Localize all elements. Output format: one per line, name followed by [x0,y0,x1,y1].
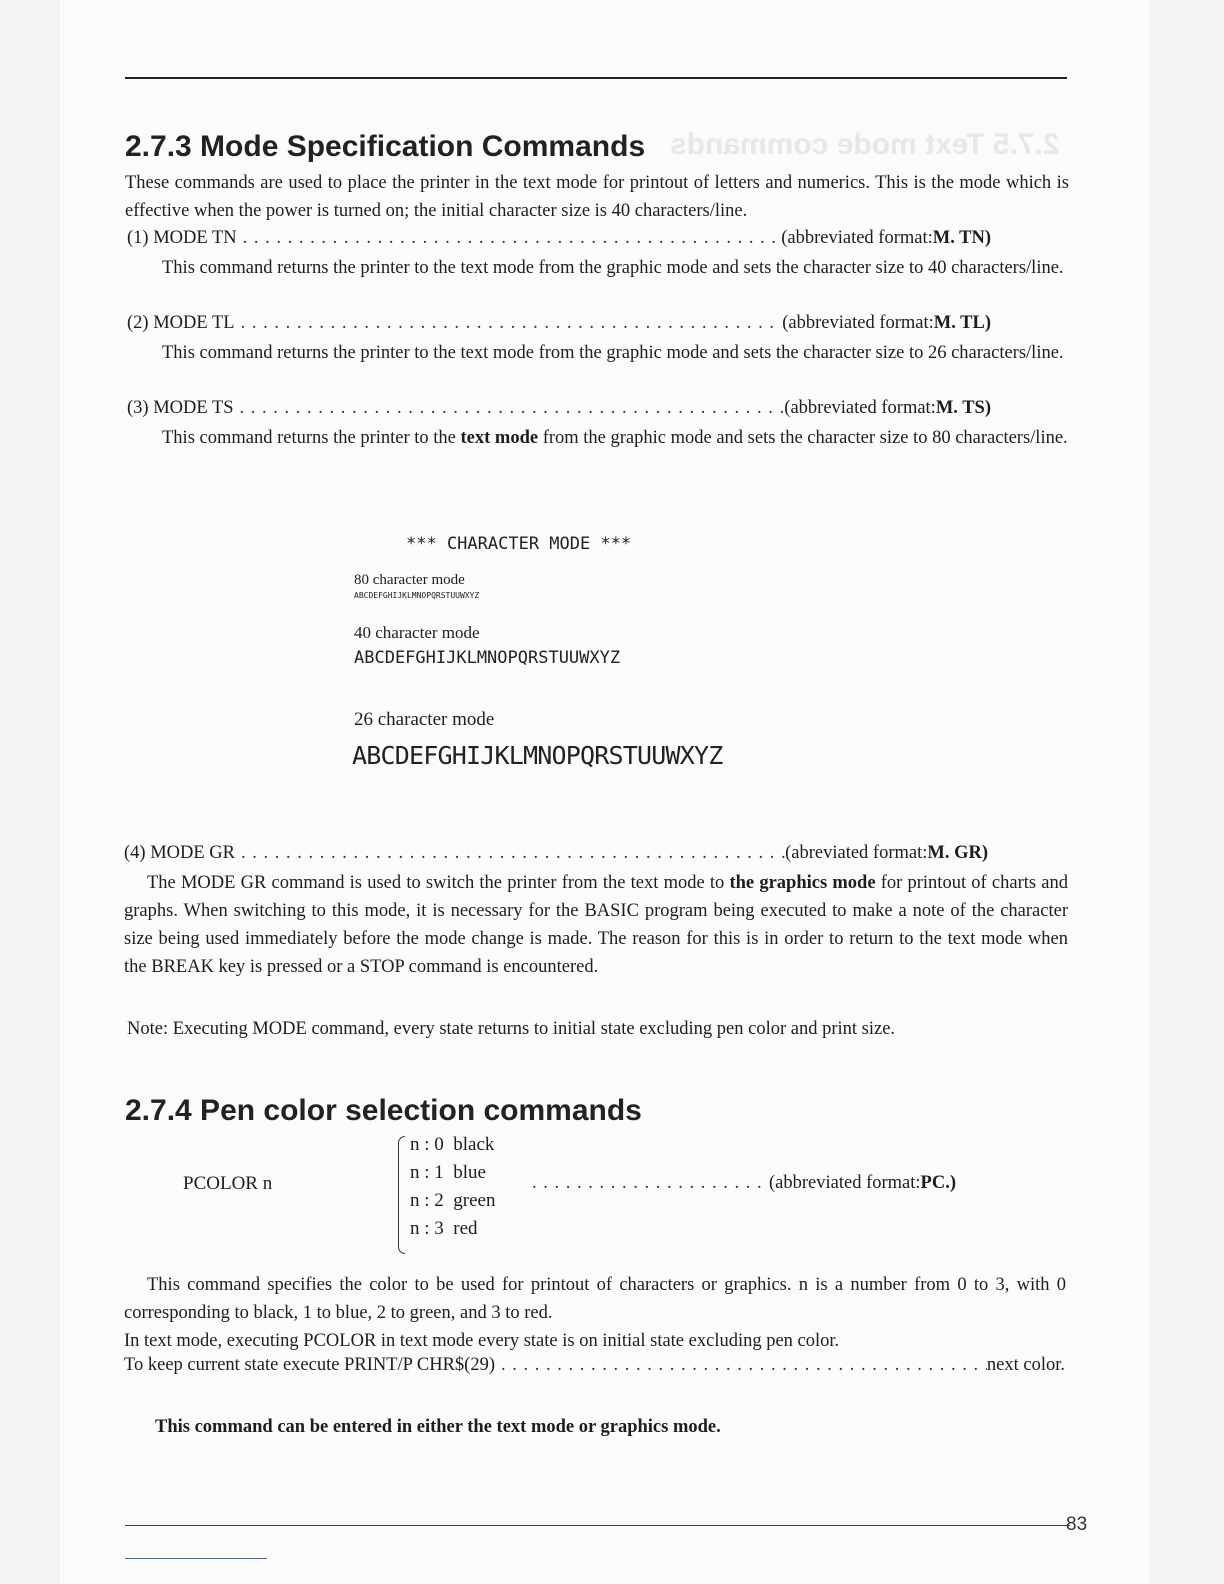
pcolor-text-mode-note: In text mode, executing PCOLOR in text mode every state is on initial state excluding pen color. [124,1331,840,1351]
mode-ts-desc-bold: text mode [460,428,539,448]
footer-rule [125,1525,1070,1526]
page-number: 83 [1066,1514,1088,1535]
mode-tn-format-prefix: (abbreviated format: [781,228,933,248]
mode-ts-desc-before: This command returns the printer to the [162,428,461,448]
mode-gr-line [124,843,988,864]
mode-tl-line [127,313,991,334]
mode-gr-label: (4) MODE GR [124,843,235,863]
option-n: n : 2 [410,1190,444,1211]
option-n: n : 0 [410,1134,444,1155]
mode80-sample: ABCDEFGHIJKLMNOPQRSTUUWXYZ [354,591,480,600]
mode-ts-description [162,424,1069,452]
option-row [410,1190,495,1212]
mode-ts-desc-after: from the graphic mode and sets the character size to 80 characters/line. [538,428,1068,448]
dot-leader [237,228,782,249]
dot-leader [495,1355,987,1376]
mode-tn-line [127,228,991,249]
section-274-title: 2.7.4 Pen color selection commands [125,1094,642,1127]
footer-link-underline [125,1558,267,1559]
mode-tn-label: (1) MODE TN [127,228,237,248]
section-273-intro: These commands are used to place the printer in the text mode for printout of letters and numerics. This is the mode which is effective when the power is turned on; the initial character size is 40 characters/line. [125,173,1069,221]
option-n: n : 3 [410,1218,444,1239]
dot-leader [235,843,785,864]
options-brace [398,1136,405,1254]
mode-tn-description: This command returns the printer to the text mode from the graphic mode and sets the character size to 40 characters/line. [162,258,1064,278]
pcolor-format-line [526,1173,956,1194]
mode-gr-desc-before: The MODE GR command is used to switch the printer from the text mode to [147,873,730,893]
mode-ts-line [127,398,991,419]
mode-note: Note: Executing MODE command, every state returns to initial state excluding pen color and print size. [127,1019,896,1039]
mode-tl-label: (2) MODE TL [127,313,235,333]
mode-tl-description: This command returns the printer to the text mode from the graphic mode and sets the character size to 26 characters/line. [162,343,1064,363]
sample-heading: *** CHARACTER MODE *** [406,534,632,554]
mode26-sample: ABCDEFGHIJKLMNOPQRSTUUWXYZ [352,741,723,770]
mode26-label: 26 character mode [354,709,495,730]
mode-ts-label: (3) MODE TS [127,398,234,418]
header-rule [125,77,1067,79]
mode-tn-format-abbrev: M. TN) [932,228,991,248]
option-row [410,1134,494,1156]
mode-ts-format-prefix: (abbreviated format: [784,398,936,418]
dot-leader [234,398,785,419]
option-color: black [453,1134,495,1155]
dot-leader [526,1173,769,1194]
option-row [410,1218,478,1240]
dot-leader [235,313,783,334]
keep-state-line [124,1355,1065,1376]
section-273-title: 2.7.3 Mode Specification Commands [125,130,646,163]
pcolor-command: PCOLOR n [183,1173,273,1194]
mode-tl-format-abbrev: M. TL) [933,313,991,333]
keep-state-result: next color. [986,1355,1065,1375]
pcolor-description: This command specifies the color to be used for printout of characters or graphics. n is a number from 0 to 3, with 0 corresponding to black, 1 to blue, 2 to green, and 3 to red. [124,1275,1066,1323]
option-color: blue [453,1162,486,1183]
mode-ts-format-abbrev: M. TS) [935,398,991,418]
pcolor-format-prefix: (abbreviated format: [769,1173,921,1193]
mode-gr-desc-bold: the graphics mode [729,873,876,893]
mode80-label: 80 character mode [354,572,465,588]
mode-gr-format-prefix: (abreviated format: [785,843,928,863]
keep-state-label: To keep current state execute PRINT/P CHR$(29) [124,1355,496,1375]
pcolor-bold-note: This command can be entered in either the text mode or graphics mode. [155,1417,721,1437]
mode-gr-format-abbrev: M. GR) [927,843,988,863]
option-color: green [453,1190,496,1211]
bleed-through-text: 2.7.5 Text mode commands [670,128,1060,161]
option-n: n : 1 [410,1162,444,1183]
mode40-sample: ABCDEFGHIJKLMNOPQRSTUUWXYZ [354,648,621,668]
mode40-label: 40 character mode [354,623,480,642]
pcolor-format-abbrev: PC.) [920,1173,956,1193]
option-row [410,1162,486,1184]
mode-gr-desc-after: for printout of charts and graphs. When switching to this mode, it is necessary for the BASIC program being executed to make a note of the character size being used immediately before the mode change is made. The reason for this is in order to return to the text mode when the BREAK key is pressed or a STOP command is encountered. [124,873,1068,977]
option-color: red [453,1218,478,1239]
mode-tl-format-prefix: (abbreviated format: [782,313,934,333]
mode-gr-description [124,869,1068,981]
